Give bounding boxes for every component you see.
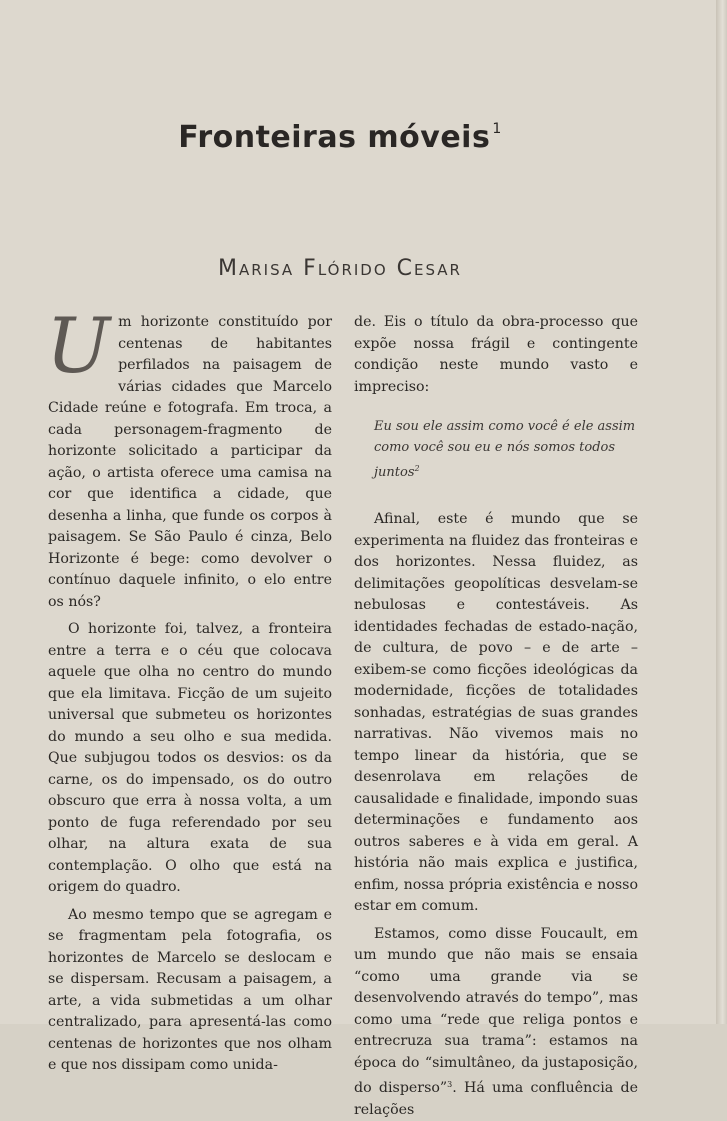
paragraph-1-text: m horizonte constituído por centenas de habitantes perfilados na paisagem de várias cidades que Marcelo Cidade reúne e fotografa. Em troca, a cada personagem-fragmento de horizonte solicitado a participar da ação, o artista oferece uma camisa na cor que identifica a cidade, que desenha a linha, que funde os corpos à paisagem. Se São Paulo é cinza, Belo Horizonte é bege: como devolver o contínuo daquele infinito, o elo entre os nós?	[48, 314, 332, 610]
paragraph-4: de. Eis o título da obra-processo que expõe nossa frágil e contingente condição neste mundo vasto e impreciso:	[354, 312, 638, 398]
title-text: Fronteiras móveis	[178, 120, 490, 155]
epigraph-quote	[374, 416, 638, 483]
paragraph-2: O horizonte foi, talvez, a fronteira entre a terra e o céu que colocava aquele que olha no centro do mundo que ela limitava. Ficção de um sujeito universal que submeteu os horizontes do mundo a seu olho e sua medida. Que subjugou todos os desvios: os da carne, os do impensado, os do outro obscuro que erra à nossa volta, a um ponto de fuga referendado por seu olhar, na altura exata de sua contemplação. O olho que está na origem do quadro.	[48, 619, 332, 899]
page-edge	[716, 0, 727, 1024]
paragraph-1	[48, 312, 332, 613]
author-name: Marisa Flórido Cesar	[0, 256, 680, 281]
quote-footnote-marker: 2	[415, 464, 420, 473]
paragraph-6-footnote-marker: 3	[447, 1080, 452, 1089]
page-title	[0, 120, 680, 155]
drop-cap: U	[46, 314, 110, 378]
paragraph-5: Afinal, este é mundo que se experimenta na fluidez das fronteiras e dos horizontes. Nessa fluidez, as delimitações geopolíticas desvelam-se nebulosas e contestáveis. As identidades fechadas de estado-nação, de cultura, de povo – e de arte – exibem-se como ficções ideológicas da modernidade, ficções de totalidades sonhadas, estratégias de suas grandes narrativas. Não vivemos mais no tempo linear da história, que se desenrolava em relações de causalidade e finalidade, impondo suas determinações e fundamento aos outros saberes e à vida em geral. A história não mais explica e justifica, enfim, nossa própria existência e nosso estar em comum.	[354, 509, 638, 918]
paragraph-3: Ao mesmo tempo que se agregam e se fragmentam pela fotografia, os horizontes de Marcelo se deslocam e se dispersam. Recusam a paisagem, a arte, a vida submetidas a um olhar centralizado, para apresentá-las como centenas de horizontes que nos olham e que nos dissipam como unida-	[48, 905, 332, 1077]
paragraph-6-text: Estamos, como disse Foucault, em um mundo que não mais se ensaia “como uma grande via se desenvolvendo através do tempo”, mas como uma “rede que religa pontos e entrecruza sua trama”: estamos na época do “simultâneo, da justaposição, do disperso”	[354, 926, 638, 1097]
paragraph-6-end: . Há uma confluência de relações	[354, 1080, 638, 1118]
right-column	[354, 312, 638, 1121]
quote-text: Eu sou ele assim como você é ele assim como você sou eu e nós somos todos juntos	[374, 419, 635, 480]
paragraph-6	[354, 924, 638, 1121]
left-column	[48, 312, 332, 1077]
title-footnote-marker: 1	[492, 121, 501, 137]
